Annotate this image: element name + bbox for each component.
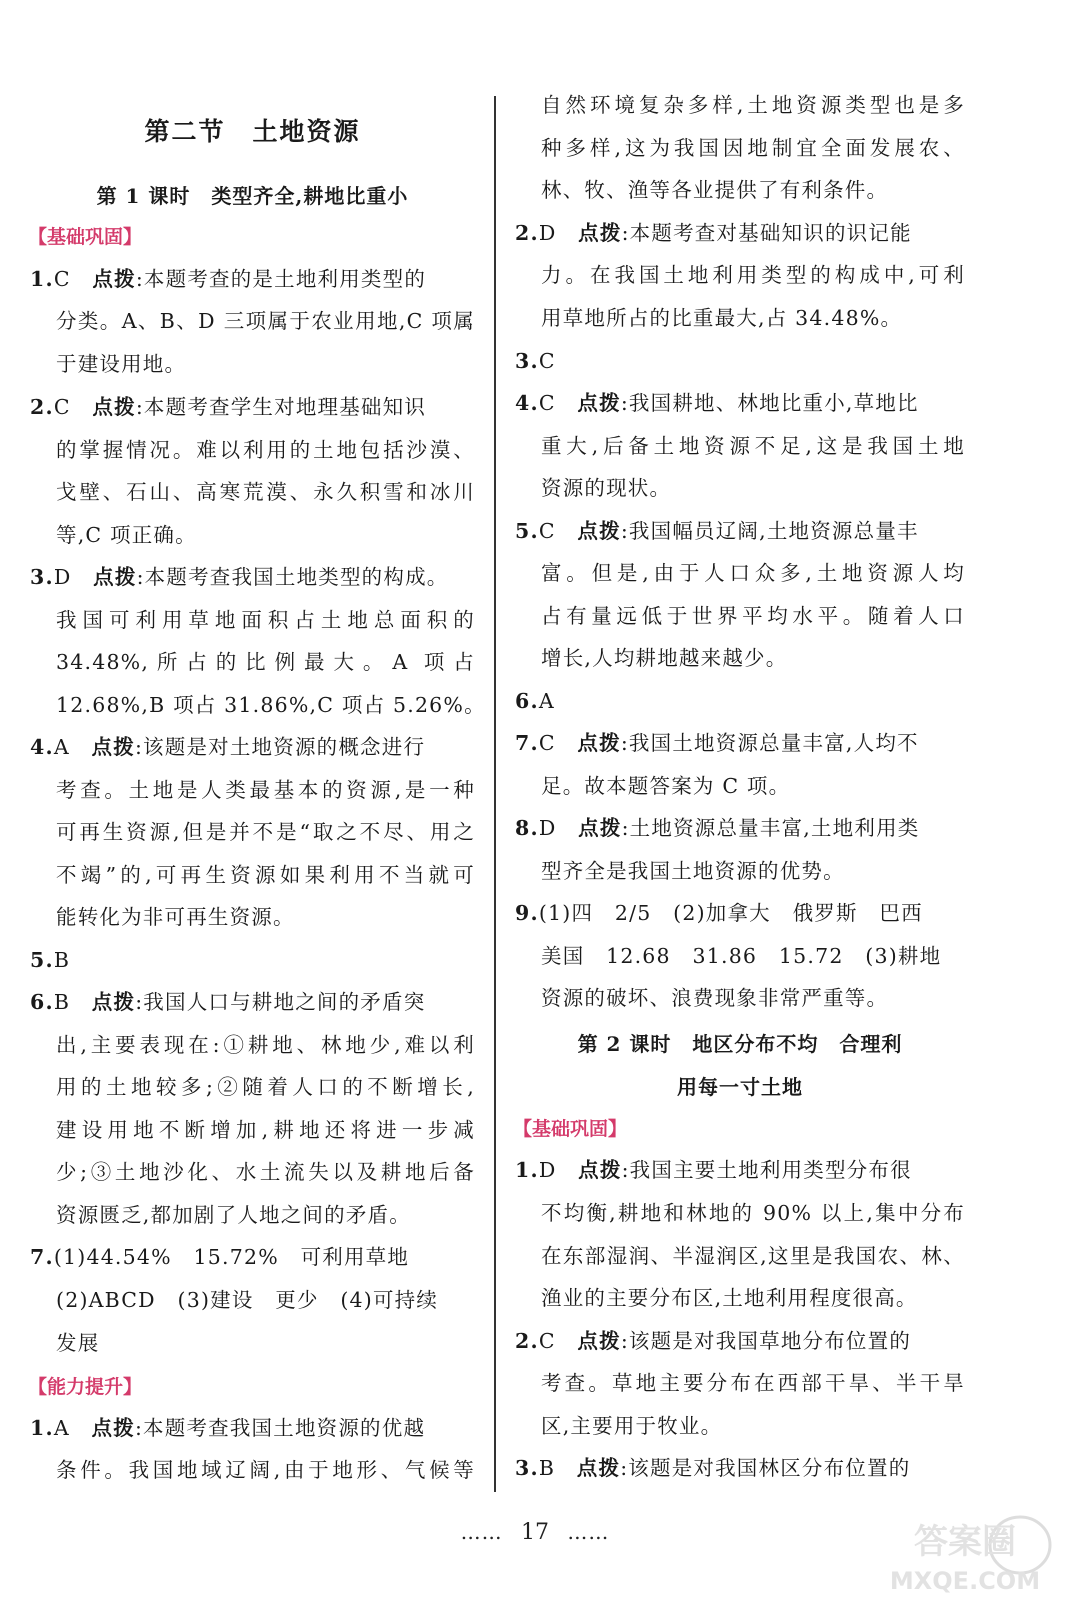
answer-line: 型齐全是我国土地资源的优势。: [541, 859, 845, 883]
item-number: 2.: [515, 1329, 539, 1353]
answer-line: 渔业的主要分布区,土地利用程度很高。: [541, 1286, 918, 1310]
answer-line: 足。故本题答案为 C 项。: [541, 774, 791, 798]
answer-line: 12.68%,B 项占 31.86%,C 项占 5.26%。: [56, 693, 486, 717]
answer-choice: B: [53, 990, 92, 1014]
answer-line: [515, 516, 965, 546]
answer-line: 能转化为非可再生资源。: [56, 905, 295, 929]
answer-line: [515, 1326, 965, 1356]
answer-line: 我国可利用草地面积占土地总面积的: [56, 608, 475, 632]
answer-line: 资源的现状。: [541, 476, 672, 500]
answer-line: [515, 813, 965, 843]
answer-text: :该题是对我国草地分布位置的: [620, 1329, 912, 1353]
answer-line: 于建设用地。: [56, 352, 187, 376]
page-number: 17: [521, 1520, 549, 1545]
answer-choice: A: [53, 1416, 92, 1440]
answer-line: 富。但是,由于人口众多,土地资源人均: [541, 561, 965, 585]
right-column: [515, 0, 965, 1600]
answer-line: [515, 898, 965, 928]
answer-line: [30, 1242, 475, 1272]
tip-label: 点拨: [92, 395, 136, 419]
answer-line: 分类。A、B、D 三项属于农业用地,C 项属: [56, 309, 475, 333]
answer-line: 自然环境复杂多样,土地资源类型也是多: [541, 93, 965, 117]
item-number: 1.: [30, 1416, 54, 1440]
answer-line: [30, 562, 475, 592]
answer-choice: C: [538, 519, 578, 543]
item-number: 4.: [30, 735, 54, 759]
answer-line: [30, 732, 475, 762]
answer-line: 等,C 项正确。: [56, 523, 197, 547]
answer-line: [515, 346, 965, 376]
answer-line: [515, 388, 965, 418]
answer-line: 资源匮乏,都加剧了人地之间的矛盾。: [56, 1203, 411, 1227]
answer-line: (2)ABCD (3)建设 更少 (4)可持续: [56, 1288, 439, 1312]
answer-line: [30, 1413, 475, 1443]
answer-line: 资源的破坏、浪费现象非常严重等。: [541, 986, 889, 1010]
answer-choice: D: [538, 816, 579, 840]
answer-line: [30, 945, 475, 975]
answer-line: 区,主要用于牧业。: [541, 1414, 723, 1438]
answer-line: 美国 12.68 31.86 15.72 (3)耕地: [541, 944, 942, 968]
answer-text: :我国主要土地利用类型分布很: [621, 1158, 912, 1182]
tip-label: 点拨: [578, 1158, 622, 1182]
answer-text: :本题考查的是土地利用类型的: [135, 267, 427, 291]
tip-label: 点拨: [578, 221, 622, 245]
item-number: 1.: [30, 267, 54, 291]
item-number: 6.: [515, 689, 539, 713]
tip-label: 点拨: [577, 519, 621, 543]
answer-line: [515, 686, 965, 716]
item-number: 3.: [515, 1456, 539, 1480]
answer-text: :我国人口与耕地之间的矛盾突: [135, 990, 426, 1014]
answer-choice: A: [538, 689, 555, 713]
answer-text: :本题考查我国土地资源的优越: [134, 1416, 426, 1440]
answer-text: :该题是对我国林区分布位置的: [620, 1456, 911, 1480]
item-number: 3.: [515, 349, 539, 373]
item-number: 1.: [515, 1158, 539, 1182]
answer-text: :我国土地资源总量丰富,人均不: [620, 731, 919, 755]
tip-label: 点拨: [92, 267, 136, 291]
section-tag-advanced: 【能力提升】: [28, 1376, 143, 1398]
tip-label: 点拨: [577, 391, 621, 415]
answer-line: 林、牧、渔等各业提供了有利条件。: [541, 178, 889, 202]
item-number: 2.: [515, 221, 539, 245]
answer-text: :我国耕地、林地比重小,草地比: [620, 391, 919, 415]
tip-label: 点拨: [577, 731, 621, 755]
answer-choice: C: [538, 349, 556, 373]
answer-line: 增长,人均耕地越来越少。: [541, 646, 788, 670]
answer-line: 的掌握情况。难以利用的土地包括沙漠、: [56, 438, 475, 462]
watermark-logo: [870, 1505, 1060, 1595]
lesson-title-2-line2: 用每一寸土地: [677, 1075, 803, 1099]
answer-line: 出,主要表现在:①耕地、林地少,难以利: [56, 1033, 475, 1057]
footer-dots-left: ……: [460, 1520, 503, 1544]
answer-line: [515, 1155, 965, 1185]
answer-choice: B: [53, 948, 71, 972]
answer-line: 条件。我国地域辽阔,由于地形、气候等: [56, 1458, 475, 1482]
answer-text: :本题考查对基础知识的识记能: [621, 221, 912, 245]
tip-label: 点拨: [577, 1329, 621, 1353]
answer-choice: C: [53, 267, 93, 291]
tip-label: 点拨: [91, 1416, 135, 1440]
answer-line: [30, 392, 475, 422]
answer-line: 在东部湿润、半湿润区,这里是我国农、林、: [541, 1244, 965, 1268]
answer-line: [515, 218, 965, 248]
answer-line: 戈壁、石山、高寒荒漠、永久积雪和冰川: [56, 480, 475, 504]
item-number: 2.: [30, 395, 54, 419]
answer-line: 建设用地不断增加,耕地还将进一步减: [56, 1118, 475, 1142]
section-title: 第二节 土地资源: [144, 117, 361, 146]
item-number: 5.: [515, 519, 539, 543]
item-number: 5.: [30, 948, 54, 972]
tip-label: 点拨: [578, 816, 622, 840]
answer-text: :本题考查我国土地类型的构成。: [136, 565, 449, 589]
footer-dots-right: ……: [567, 1520, 610, 1544]
answer-line: [30, 264, 475, 294]
answer-line: 用的土地较多;②随着人口的不断增长,: [56, 1075, 475, 1099]
answer-text: :该题是对土地资源的概念进行: [134, 735, 426, 759]
left-column: [28, 0, 486, 1600]
answer-line: 用草地所占的比重最大,占 34.48%。: [541, 306, 903, 330]
section-tag-basic-2: 【基础巩固】: [513, 1118, 628, 1140]
item-number: 3.: [30, 565, 54, 589]
item-number: 9.: [515, 901, 539, 925]
answer-text: :本题考查学生对地理基础知识: [135, 395, 427, 419]
answer-line: 力。在我国土地利用类型的构成中,可利: [541, 263, 965, 287]
answer-line: 不均衡,耕地和林地的 90% 以上,集中分布: [541, 1201, 965, 1225]
item-number: 4.: [515, 391, 539, 415]
answer-line: [30, 987, 475, 1017]
answer-choice: C: [538, 731, 578, 755]
lesson-title-2-line1: 第 2 课时 地区分布不均 合理利: [577, 1032, 903, 1056]
watermark-text-bottom: MXQE.COM: [889, 1567, 1041, 1595]
tip-label: 点拨: [91, 990, 136, 1014]
answer-line: 占有量远低于世界平均水平。随着人口: [541, 604, 965, 628]
answer-line: [515, 1453, 965, 1483]
item-number: 8.: [515, 816, 539, 840]
item-number: 7.: [515, 731, 539, 755]
answer-line: 考查。土地是人类最基本的资源,是一种: [56, 778, 475, 802]
answer-text: (1)四 2/5 (2)加拿大 俄罗斯 巴西: [538, 901, 923, 925]
section-tag-basic: 【基础巩固】: [28, 226, 143, 248]
answer-choice: C: [53, 395, 93, 419]
answer-line: 发展: [56, 1331, 100, 1355]
answer-choice: C: [538, 1329, 578, 1353]
watermark-text-top: 答案圈: [914, 1522, 1016, 1562]
answer-choice: A: [53, 735, 92, 759]
answer-line: 少;③土地沙化、水土流失以及耕地后备: [56, 1160, 475, 1184]
answer-choice: D: [53, 565, 94, 589]
item-number: 7.: [30, 1245, 54, 1269]
answer-line: [515, 728, 965, 758]
answer-choice: D: [538, 1158, 579, 1182]
answer-text: :土地资源总量丰富,土地利用类: [621, 816, 920, 840]
answer-choice: C: [538, 391, 578, 415]
answer-choice: B: [538, 1456, 577, 1480]
answer-line: 考查。草地主要分布在西部干旱、半干旱: [541, 1371, 965, 1395]
item-number: 6.: [30, 990, 54, 1014]
tip-label: 点拨: [91, 735, 135, 759]
answer-line: 34.48%,所占的比例最大。A 项占: [56, 650, 475, 674]
answer-line: 重大,后备土地资源不足,这是我国土地: [541, 434, 965, 458]
answer-text: (1)44.54% 15.72% 可利用草地: [53, 1245, 410, 1269]
column-divider: [494, 96, 496, 1492]
tip-label: 点拨: [576, 1456, 621, 1480]
answer-choice: D: [538, 221, 579, 245]
answer-text: :我国幅员辽阔,土地资源总量丰: [620, 519, 919, 543]
lesson-title: 第 1 课时 类型齐全,耕地比重小: [96, 184, 409, 208]
answer-line: 种多样,这为我国因地制宜全面发展农、: [541, 136, 965, 160]
answer-line: 不竭”的,可再生资源如果利用不当就可: [56, 863, 475, 887]
answer-line: 可再生资源,但是并不是“取之不尽、用之: [56, 820, 475, 844]
tip-label: 点拨: [93, 565, 137, 589]
